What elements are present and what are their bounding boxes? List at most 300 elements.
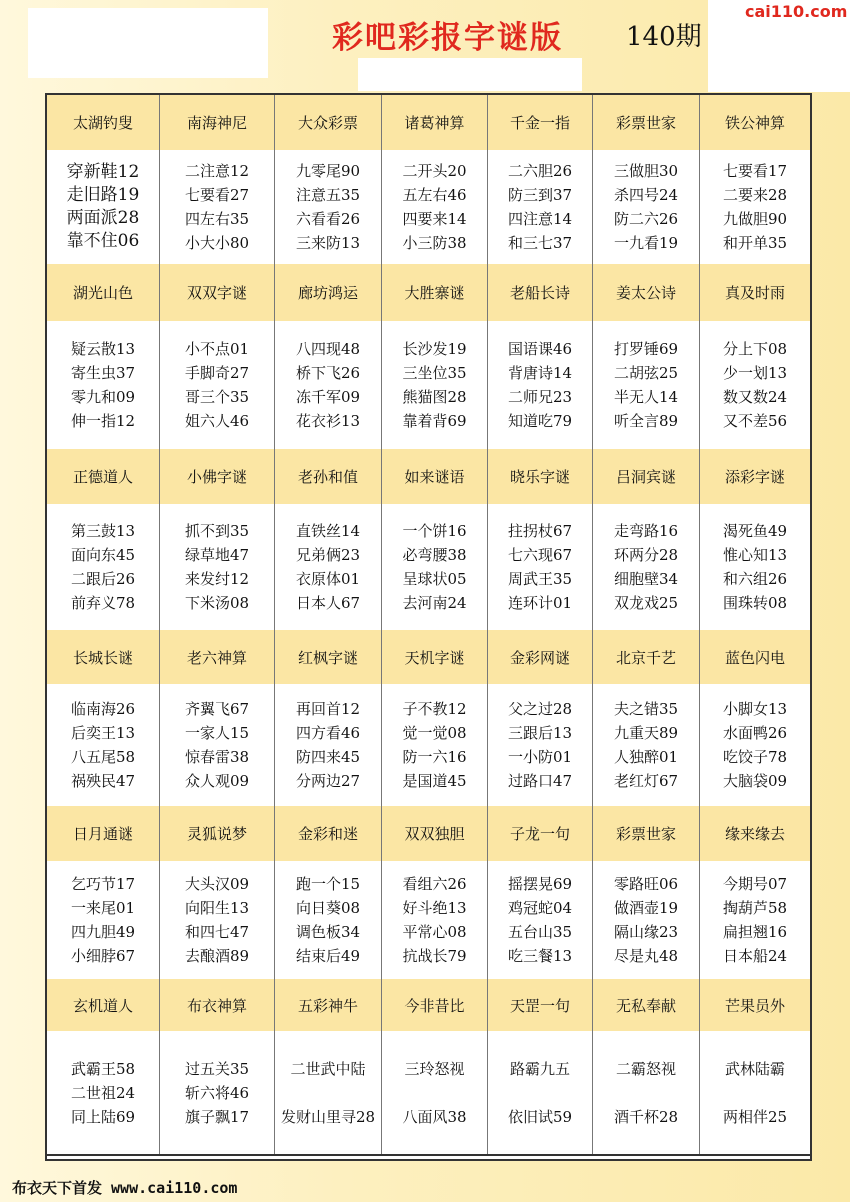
riddle-cell — [382, 861, 488, 979]
riddle-line: 一来尾01 — [70, 899, 136, 917]
riddle-line — [326, 1081, 331, 1105]
riddle-lines — [47, 321, 159, 449]
riddle-line: 和开单35 — [722, 234, 788, 252]
riddle-line: 惊春雷38 — [184, 748, 250, 766]
riddle-lines — [47, 150, 159, 264]
riddle-line: 连环计01 — [507, 594, 573, 612]
riddle-line: 一小防01 — [507, 748, 573, 766]
riddle-lines — [700, 1031, 810, 1154]
author-name: 长城长谜 — [72, 648, 133, 667]
column-header-cell — [160, 979, 275, 1031]
riddle-cell — [700, 684, 810, 806]
author-name: 玄机道人 — [72, 996, 133, 1015]
footer-text: 布衣天下首发 www.cai110.com — [12, 1179, 238, 1197]
riddle-line: 一九看19 — [613, 234, 679, 252]
author-name: 老六神算 — [186, 648, 247, 667]
riddle-line: 小三防38 — [402, 234, 467, 252]
author-name: 金彩网谜 — [509, 648, 570, 667]
riddle-line: 下米汤08 — [184, 594, 250, 612]
riddle-line: 过路口47 — [507, 772, 573, 790]
riddle-line: 再回首12 — [295, 700, 361, 718]
column-header-cell — [700, 449, 810, 504]
content-row — [47, 321, 810, 451]
riddle-lines — [593, 504, 699, 630]
riddle-line — [644, 1081, 649, 1105]
riddle-line: 两面派28 — [66, 208, 140, 228]
author-name: 湖光山色 — [72, 284, 133, 302]
riddle-line: 九重天89 — [613, 724, 679, 742]
riddle-lines — [488, 861, 592, 979]
riddle-lines — [275, 684, 381, 806]
riddle-cell — [593, 321, 700, 449]
riddle-line: 二胡弦25 — [613, 364, 679, 382]
author-name: 布衣神算 — [186, 996, 247, 1015]
riddle-lines — [160, 150, 274, 264]
riddle-line: 人独醉01 — [613, 748, 679, 766]
riddle-lines — [488, 684, 592, 806]
riddle-lines — [382, 504, 487, 630]
author-name: 今非昔比 — [404, 996, 465, 1015]
riddle-line: 一个饼16 — [402, 522, 467, 540]
header-row — [47, 630, 810, 685]
riddle-cell — [160, 504, 275, 630]
riddle-lines — [593, 1031, 699, 1154]
riddle-line: 数又数24 — [722, 388, 788, 406]
riddle-line: 和三七37 — [507, 234, 573, 252]
riddle-line: 九做胆90 — [722, 210, 788, 228]
column-header-cell — [160, 806, 275, 861]
riddle-line: 二霸怒视 — [615, 1059, 676, 1078]
column-header-cell — [160, 264, 275, 321]
riddle-lines — [382, 1031, 487, 1154]
riddle-line: 惟心知13 — [722, 546, 788, 564]
author-name: 晓乐字谜 — [509, 468, 570, 486]
riddle-line: 手脚奇27 — [184, 364, 250, 382]
riddle-line: 衣原体01 — [295, 570, 361, 588]
riddle-line: 吃三餐13 — [507, 947, 573, 965]
column-header-cell — [47, 630, 160, 684]
riddle-line: 靠着背69 — [402, 412, 467, 430]
riddle-line: 八面风38 — [402, 1107, 467, 1126]
riddle-line — [753, 1081, 758, 1105]
riddle-line: 二六胆26 — [507, 162, 573, 180]
riddle-cell — [382, 504, 488, 630]
riddle-lines — [382, 684, 487, 806]
riddle-line: 来发纣12 — [184, 570, 250, 588]
riddle-lines — [488, 150, 592, 264]
riddle-line: 分两边27 — [295, 772, 361, 790]
column-header-cell — [47, 806, 160, 861]
column-header-cell — [700, 630, 810, 684]
riddle-line: 哥三个35 — [184, 388, 250, 406]
author-name: 太湖钓叟 — [72, 114, 133, 132]
riddle-line: 少一划13 — [722, 364, 788, 382]
riddle-line: 又不差56 — [722, 412, 788, 430]
author-name: 老孙和值 — [297, 468, 358, 486]
riddle-lines — [160, 861, 274, 979]
riddle-line: 五左右46 — [402, 186, 467, 204]
riddle-line: 夫之错35 — [613, 700, 679, 718]
column-header-cell — [488, 806, 593, 861]
author-name: 红枫字谜 — [297, 648, 358, 667]
riddle-line: 乞巧节17 — [70, 875, 136, 893]
author-name: 双双独胆 — [404, 825, 465, 843]
column-header-cell — [160, 449, 275, 504]
author-name: 姜太公诗 — [615, 284, 676, 302]
author-name: 铁公神算 — [724, 114, 785, 132]
riddle-lines — [382, 321, 487, 449]
riddle-lines — [700, 861, 810, 979]
riddle-line: 二要来28 — [722, 186, 788, 204]
riddle-cell — [593, 504, 700, 630]
riddle-line: 路霸九五 — [509, 1059, 570, 1078]
author-name: 老船长诗 — [509, 284, 570, 302]
header-row — [47, 95, 810, 151]
column-header-cell — [593, 806, 700, 861]
riddle-cell — [275, 684, 382, 806]
riddle-lines — [47, 684, 159, 806]
riddle-cell — [382, 1031, 488, 1154]
column-header-cell — [700, 979, 810, 1031]
column-header-cell — [275, 630, 382, 684]
column-header-cell — [47, 264, 160, 321]
riddle-line: 九零尾90 — [295, 162, 361, 180]
riddle-cell — [160, 150, 275, 264]
riddle-line: 今期号07 — [722, 875, 788, 893]
author-name: 日月通谜 — [72, 825, 133, 843]
riddle-line: 必弯腰38 — [402, 546, 467, 564]
column-header-cell — [382, 449, 488, 504]
riddle-line: 一家人15 — [184, 724, 250, 742]
riddle-cell — [47, 684, 160, 806]
riddle-lines — [47, 1031, 159, 1154]
riddle-line: 花衣衫13 — [295, 412, 361, 430]
riddle-line: 伸一指12 — [70, 412, 136, 430]
header-row — [47, 264, 810, 322]
riddle-line: 隔山缘23 — [613, 923, 679, 941]
riddle-cell — [700, 150, 810, 264]
riddle-line: 二师兄23 — [507, 388, 573, 406]
riddle-line: 半无人14 — [613, 388, 679, 406]
author-name: 天罡一句 — [509, 996, 570, 1015]
author-name: 千金一指 — [509, 114, 570, 132]
riddle-line: 酒千杯28 — [613, 1107, 679, 1126]
riddle-cell — [488, 684, 593, 806]
riddle-line: 二世武中陆 — [290, 1059, 366, 1078]
riddle-line: 绿草地47 — [184, 546, 250, 564]
riddle-line: 寄生虫37 — [70, 364, 136, 382]
riddle-line: 小大小80 — [184, 234, 250, 252]
riddle-cell — [47, 321, 160, 449]
site-logo: cai110.com — [745, 2, 848, 21]
riddle-line: 拄拐杖67 — [507, 522, 573, 540]
riddle-line: 扁担翘16 — [722, 923, 788, 941]
riddle-line: 七六现67 — [507, 546, 573, 564]
riddle-line — [538, 1081, 543, 1105]
riddle-line: 过五关35 — [184, 1059, 250, 1078]
riddle-lines — [275, 1031, 381, 1154]
riddle-line: 祸殃民47 — [70, 772, 136, 790]
riddle-line: 桥下飞26 — [295, 364, 361, 382]
riddle-cell — [593, 861, 700, 979]
riddle-line: 直铁丝14 — [295, 522, 361, 540]
riddle-line: 知道吃79 — [507, 412, 573, 430]
column-header-cell — [275, 979, 382, 1031]
riddle-line: 吃饺子78 — [722, 748, 788, 766]
riddle-lines — [275, 861, 381, 979]
riddle-line: 二开头20 — [402, 162, 467, 180]
riddle-cell — [275, 321, 382, 449]
author-name: 缘来缘去 — [724, 825, 785, 843]
riddle-line: 防一六16 — [402, 748, 467, 766]
column-header-cell — [382, 630, 488, 684]
riddle-lines — [488, 504, 592, 630]
riddle-line: 做酒壶19 — [613, 899, 679, 917]
riddle-line: 抗战长79 — [402, 947, 467, 965]
riddle-line: 前弃义78 — [70, 594, 136, 612]
riddle-line: 三做胆30 — [613, 162, 679, 180]
riddle-lines — [160, 684, 274, 806]
riddle-line: 大脑袋09 — [722, 772, 788, 790]
column-header-cell — [488, 264, 593, 321]
riddle-lines — [488, 321, 592, 449]
column-header-cell — [160, 95, 275, 150]
author-name: 双双字谜 — [186, 284, 247, 302]
author-name: 北京千艺 — [615, 648, 676, 667]
riddle-line: 同上陆69 — [70, 1107, 136, 1126]
author-name: 芒果员外 — [724, 996, 785, 1015]
riddle-line: 掏葫芦58 — [722, 899, 788, 917]
riddle-lines — [275, 321, 381, 449]
riddle-cell — [488, 861, 593, 979]
riddle-cell — [382, 684, 488, 806]
author-name: 五彩神牛 — [297, 996, 358, 1015]
blank-box-left — [28, 8, 268, 78]
author-name: 诸葛神算 — [404, 114, 465, 132]
riddle-line: 穿新鞋12 — [66, 162, 140, 182]
riddle-line: 渴死鱼49 — [722, 522, 788, 540]
column-header-cell — [488, 449, 593, 504]
riddle-lines — [593, 321, 699, 449]
riddle-line: 和六组26 — [722, 570, 788, 588]
riddle-cell — [382, 321, 488, 449]
riddle-line: 二注意12 — [184, 162, 250, 180]
riddle-line: 武霸王58 — [70, 1059, 136, 1078]
riddle-lines — [160, 504, 274, 630]
riddle-lines — [47, 861, 159, 979]
riddle-line: 子不教12 — [402, 700, 467, 718]
riddle-line: 七要看17 — [722, 162, 788, 180]
column-header-cell — [47, 95, 160, 150]
riddle-cell — [160, 684, 275, 806]
riddle-line: 老红灯67 — [613, 772, 679, 790]
riddle-line — [432, 1081, 437, 1105]
riddle-line: 听全言89 — [613, 412, 679, 430]
author-name: 彩票世家 — [615, 825, 676, 843]
riddle-cell — [47, 504, 160, 630]
riddle-line: 发财山里寻28 — [280, 1107, 376, 1126]
column-header-cell — [593, 979, 700, 1031]
riddle-line: 长沙发19 — [402, 340, 467, 358]
column-header-cell — [275, 95, 382, 150]
content-row — [47, 861, 810, 981]
author-name: 子龙一句 — [509, 825, 570, 843]
header-row — [47, 979, 810, 1032]
riddle-line: 四九胆49 — [70, 923, 136, 941]
riddle-lines — [593, 861, 699, 979]
riddle-line: 武林陆霸 — [724, 1059, 785, 1078]
author-name: 真及时雨 — [724, 284, 785, 302]
riddle-line: 围珠转08 — [722, 594, 788, 612]
riddle-lines — [275, 504, 381, 630]
column-header-cell — [275, 264, 382, 321]
riddle-line: 摇摆晃69 — [507, 875, 573, 893]
riddle-line: 走旧路19 — [66, 185, 140, 205]
riddle-line: 细胞壁34 — [613, 570, 679, 588]
blank-box-center — [358, 58, 582, 91]
column-header-cell — [382, 979, 488, 1031]
riddle-line: 小细脖67 — [70, 947, 136, 965]
riddle-line: 向日葵08 — [295, 899, 361, 917]
column-header-cell — [488, 979, 593, 1031]
column-header-cell — [382, 95, 488, 150]
riddle-line: 平常心08 — [402, 923, 467, 941]
riddle-line: 二跟后26 — [70, 570, 136, 588]
riddle-line: 和四七47 — [184, 923, 250, 941]
column-header-cell — [700, 806, 810, 861]
riddle-line: 零九和09 — [70, 388, 136, 406]
riddle-cell — [275, 1031, 382, 1154]
riddle-line: 父之过28 — [507, 700, 573, 718]
riddle-line: 结束后49 — [295, 947, 361, 965]
riddle-cell — [275, 150, 382, 264]
riddle-line: 八四现48 — [295, 340, 361, 358]
riddle-line: 看组六26 — [402, 875, 467, 893]
riddle-cell — [593, 1031, 700, 1154]
riddle-lines — [700, 504, 810, 630]
riddle-line: 众人观09 — [184, 772, 250, 790]
riddle-cell — [700, 321, 810, 449]
riddle-lines — [700, 321, 810, 449]
author-name: 正德道人 — [72, 468, 133, 486]
riddle-line: 日本船24 — [722, 947, 788, 965]
riddle-line: 环两分28 — [613, 546, 679, 564]
author-name: 添彩字谜 — [724, 468, 785, 486]
riddle-line: 大头汉09 — [184, 875, 250, 893]
header-row — [47, 449, 810, 505]
riddle-line: 去河南24 — [402, 594, 467, 612]
riddle-cell — [700, 504, 810, 630]
column-header-cell — [700, 95, 810, 150]
riddle-line: 八五尾58 — [70, 748, 136, 766]
riddle-lines — [593, 150, 699, 264]
riddle-cell — [160, 861, 275, 979]
riddle-cell — [488, 321, 593, 449]
riddle-line: 两相伴25 — [722, 1107, 788, 1126]
riddle-cell — [47, 1031, 160, 1154]
riddle-lines — [47, 504, 159, 630]
riddle-line: 临南海26 — [70, 700, 136, 718]
column-header-cell — [382, 264, 488, 321]
riddle-line: 打罗锤69 — [613, 340, 679, 358]
riddle-line: 三来防13 — [295, 234, 361, 252]
author-name: 大胜寨谜 — [404, 284, 465, 302]
riddle-line: 小不点01 — [184, 340, 250, 358]
content-row — [47, 150, 810, 266]
author-name: 天机字谜 — [404, 648, 465, 667]
author-name: 大众彩票 — [297, 114, 358, 132]
riddle-cell — [275, 861, 382, 979]
riddle-cell — [488, 504, 593, 630]
riddle-line: 抓不到35 — [184, 522, 250, 540]
author-name: 彩票世家 — [615, 114, 676, 132]
riddle-lines — [593, 684, 699, 806]
riddle-line: 第三鼓13 — [70, 522, 136, 540]
riddle-cell — [160, 1031, 275, 1154]
riddle-line: 齐翼飞67 — [184, 700, 250, 718]
riddle-line: 后奕王13 — [70, 724, 136, 742]
riddle-cell — [700, 861, 810, 979]
riddle-line: 冻千军09 — [295, 388, 361, 406]
riddle-line: 靠不住06 — [66, 231, 140, 251]
column-header-cell — [593, 264, 700, 321]
riddle-line: 防四来45 — [295, 748, 361, 766]
author-name: 吕洞宾谜 — [615, 468, 676, 486]
riddle-line: 六看看26 — [295, 210, 361, 228]
column-header-cell — [275, 449, 382, 504]
author-name: 如来谜语 — [404, 468, 465, 486]
riddle-lines — [700, 684, 810, 806]
riddle-line: 依旧试59 — [507, 1107, 573, 1126]
riddle-lines — [382, 861, 487, 979]
riddle-lines — [700, 150, 810, 264]
riddle-cell — [382, 150, 488, 264]
riddle-line: 防三到37 — [507, 186, 573, 204]
riddle-line: 三玲怒视 — [404, 1059, 465, 1078]
riddle-line: 疑云散13 — [70, 340, 136, 358]
column-header-cell — [488, 630, 593, 684]
riddle-line: 鸡冠蛇04 — [507, 899, 573, 917]
column-header-cell — [275, 806, 382, 861]
riddle-line: 调色板34 — [295, 923, 361, 941]
riddle-line: 走弯路16 — [613, 522, 679, 540]
riddle-line: 注意五35 — [295, 186, 361, 204]
riddle-line: 零路旺06 — [613, 875, 679, 893]
riddle-line: 尽是丸48 — [613, 947, 679, 965]
riddle-line: 日本人67 — [295, 594, 361, 612]
content-row — [47, 504, 810, 632]
riddle-line: 好斗绝13 — [402, 899, 467, 917]
riddle-line: 小脚女13 — [722, 700, 788, 718]
column-header-cell — [488, 95, 593, 150]
header-row — [47, 806, 810, 862]
riddle-line: 姐六人46 — [184, 412, 250, 430]
author-name: 小佛字谜 — [186, 468, 247, 486]
author-name: 灵狐说梦 — [186, 825, 247, 843]
riddle-cell — [593, 150, 700, 264]
riddle-line: 四方看46 — [295, 724, 361, 742]
page-title: 彩吧彩报字谜版 — [332, 20, 563, 56]
riddle-cell — [47, 861, 160, 979]
riddle-line: 背唐诗14 — [507, 364, 573, 382]
riddle-line: 四要来14 — [402, 210, 467, 228]
content-row — [47, 1031, 810, 1156]
riddle-line: 兄弟俩23 — [295, 546, 361, 564]
riddle-cell — [700, 1031, 810, 1154]
column-header-cell — [47, 449, 160, 504]
riddle-lines — [160, 1031, 274, 1154]
riddle-lines — [488, 1031, 592, 1154]
